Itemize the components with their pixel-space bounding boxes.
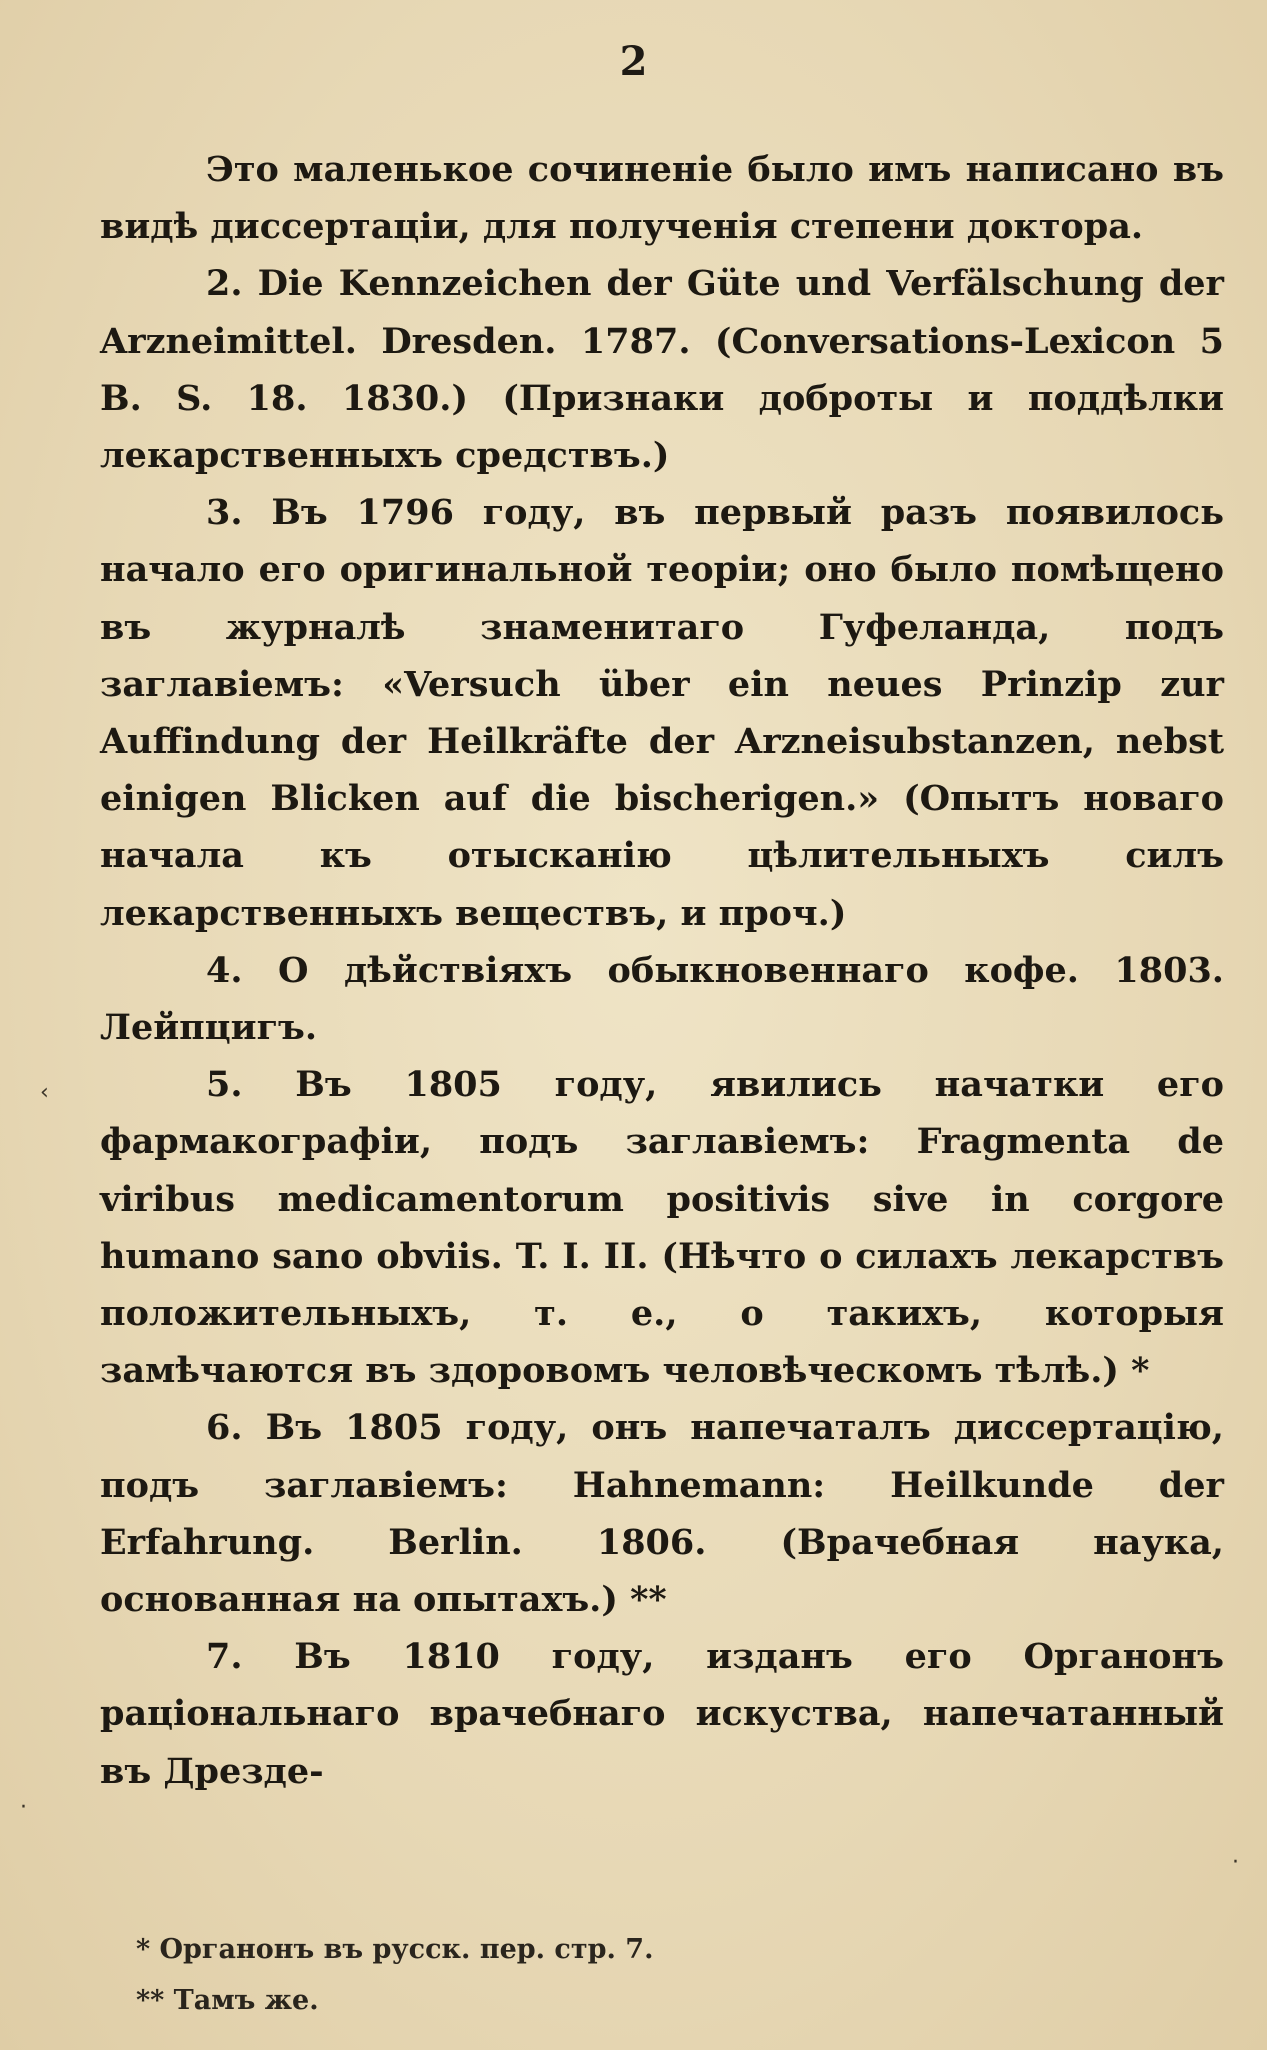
paragraph-item-4: 4. О дѣйствіяхъ обыкновеннаго кофе. 1803. Лейпцигъ.	[100, 949, 1224, 1049]
footnotes	[100, 1924, 1224, 2026]
page-number: 2	[619, 38, 648, 85]
footnote-1: * Органонъ въ русск. пер. стр. 7.	[136, 1934, 654, 1965]
footnote-2: ** Тамъ же.	[136, 1985, 319, 2016]
margin-speck-icon: ·	[1232, 1850, 1239, 1875]
paragraph-intro: Это маленькое сочиненіе было имъ написано въ видѣ диссертаціи, для полученія степени доктора.	[100, 149, 1224, 248]
margin-speck-icon: ‹	[40, 1080, 49, 1105]
paragraph-item-6: 6. Въ 1805 году, онъ напечаталъ диссертацію, подъ заглавіемъ: Hahnemann: Heilkunde der Erfahrung. Berlin. 1806. (Врачебная наука, основанная на опытахъ.) **	[100, 1407, 1224, 1621]
margin-speck-icon: ·	[20, 1795, 27, 1820]
paragraph-item-7: 7. Въ 1810 году, изданъ его Органонъ раціональнаго врачебнаго искуства, напечатанный въ Дрезде-	[100, 1636, 1224, 1792]
paragraph-item-2: 2. Die Kennzeichen der Güte und Verfälschung der Arzneimittel. Dresden. 1787. (Conversations-Lexicon 5 B. S. 18. 1830.) (Признаки доброты и поддѣлки лекарственныхъ средствъ.)	[100, 263, 1224, 477]
body-text	[100, 141, 1224, 1800]
paragraph-item-3: 3. Въ 1796 году, въ первый разъ появилось начало его оригинальной теоріи; оно было помѣщено въ журналѣ знаменитаго Гуфеланда, подъ заглавіемъ: «Versuch über ein neues Prinzip zur Auffindung der Heilkräfte der Arzneisubstanzen, nebst einigen Blicken auf die bischerigen.» (Опытъ новаго начала къ отысканію цѣлительныхъ силъ лекарственныхъ веществъ, и проч.)	[100, 492, 1224, 934]
paragraph-item-5: 5. Въ 1805 году, явились начатки его фармакографіи, подъ заглавіемъ: Fragmenta de viribus medicamentorum positivis sive in corgore humano sano obviis. T. I. II. (Нѣчто о силахъ лекарствъ положительныхъ, т. е., о такихъ, которыя замѣчаются въ здоровомъ человѣческомъ тѣлѣ.) *	[100, 1064, 1224, 1392]
